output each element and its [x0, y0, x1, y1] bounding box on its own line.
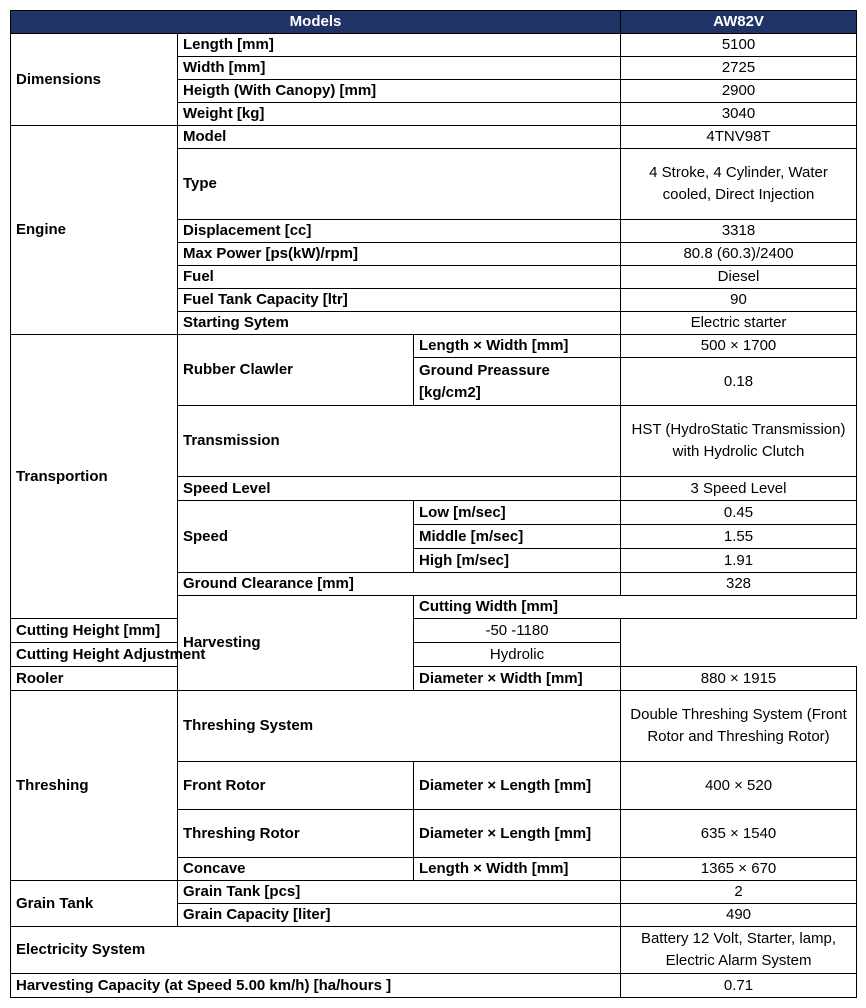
row-value: 400 × 520	[621, 762, 857, 810]
row-label: Harvesting Capacity (at Speed 5.00 km/h) [ha/hours ]	[11, 974, 621, 998]
header-row	[11, 11, 857, 34]
row-label: Weight [kg]	[178, 103, 621, 126]
row-value: 2	[621, 881, 857, 904]
row-label: Type	[178, 149, 621, 220]
table-row	[11, 927, 857, 974]
table-row	[11, 643, 857, 667]
table-row	[11, 619, 857, 643]
row-sublabel: Diameter × Length [mm]	[414, 762, 621, 810]
row-value: 3318	[621, 220, 857, 243]
row-value: 4TNV98T	[621, 126, 857, 149]
row-value: 0.71	[621, 974, 857, 998]
table-row	[11, 881, 857, 904]
row-label: Ground Clearance [mm]	[178, 573, 621, 596]
row-label: Heigth (With Canopy) [mm]	[178, 80, 621, 103]
row-label: Max Power [ps(kW)/rpm]	[178, 243, 621, 266]
row-label: Fuel	[178, 266, 621, 289]
row-label: Speed Level	[178, 477, 621, 501]
row-label: Transmission	[178, 406, 621, 477]
header-models: Models	[11, 11, 621, 34]
row-label: Length [mm]	[178, 34, 621, 57]
group-dimensions: Dimensions	[11, 34, 178, 126]
table-row	[11, 667, 857, 691]
row-label: Electricity System	[11, 927, 621, 974]
row-label: Cutting Width [mm]	[414, 596, 857, 619]
row-label: Front Rotor	[178, 762, 414, 810]
row-label: Grain Tank [pcs]	[178, 881, 621, 904]
row-value: 500 × 1700	[621, 335, 857, 358]
row-value: 4 Stroke, 4 Cylinder, Water cooled, Direct Injection	[621, 149, 857, 220]
row-value: Electric starter	[621, 312, 857, 335]
row-sublabel: Low [m/sec]	[414, 501, 621, 525]
row-value: 880 × 1915	[621, 667, 857, 691]
row-sublabel: Ground Preassure [kg/cm2]	[414, 358, 621, 406]
row-label: Cutting Height Adjustment	[11, 643, 414, 667]
group-transportion: Transportion	[11, 335, 178, 619]
table-row	[11, 34, 857, 57]
row-sublabel: Length × Width [mm]	[414, 335, 621, 358]
row-value: 328	[621, 573, 857, 596]
row-label: Grain Capacity [liter]	[178, 904, 621, 927]
row-value: 0.45	[621, 501, 857, 525]
row-label: Rubber Clawler	[178, 335, 414, 406]
row-value: Diesel	[621, 266, 857, 289]
row-value: Battery 12 Volt, Starter, lamp, Electric Alarm System	[621, 927, 857, 974]
group-engine: Engine	[11, 126, 178, 335]
header-model-name: AW82V	[621, 11, 857, 34]
table-row	[11, 126, 857, 149]
row-value: 1365 × 670	[621, 858, 857, 881]
row-label: Model	[178, 126, 621, 149]
row-value: HST (HydroStatic Transmission) with Hydrolic Clutch	[621, 406, 857, 477]
table-row	[11, 335, 857, 358]
row-value: 5100	[621, 34, 857, 57]
row-sublabel: High [m/sec]	[414, 549, 621, 573]
row-value: 1.91	[621, 549, 857, 573]
row-value: 3 Speed Level	[621, 477, 857, 501]
row-value: -50 -1180	[414, 619, 621, 643]
row-label: Threshing Rotor	[178, 810, 414, 858]
row-value: 1.55	[621, 525, 857, 549]
row-sublabel: Length × Width [mm]	[414, 858, 621, 881]
row-value: 3040	[621, 103, 857, 126]
row-label: Width [mm]	[178, 57, 621, 80]
row-label: Fuel Tank Capacity [ltr]	[178, 289, 621, 312]
row-label: Rooler	[11, 667, 178, 691]
row-value: 2725	[621, 57, 857, 80]
table-row	[11, 974, 857, 998]
spec-table	[10, 10, 857, 998]
row-value: 490	[621, 904, 857, 927]
group-harvesting: Harvesting	[178, 596, 414, 691]
row-label: Cutting Height [mm]	[11, 619, 414, 643]
row-sublabel: Diameter × Width [mm]	[414, 667, 621, 691]
table-row	[11, 691, 857, 762]
row-sublabel: Middle [m/sec]	[414, 525, 621, 549]
row-label: Displacement [cc]	[178, 220, 621, 243]
row-label: Speed	[178, 501, 414, 573]
row-value: 2900	[621, 80, 857, 103]
row-value: 80.8 (60.3)/2400	[621, 243, 857, 266]
group-threshing: Threshing	[11, 691, 178, 881]
row-label: Threshing System	[178, 691, 621, 762]
row-value: Double Threshing System (Front Rotor and Threshing Rotor)	[621, 691, 857, 762]
row-sublabel: Diameter × Length [mm]	[414, 810, 621, 858]
row-label: Concave	[178, 858, 414, 881]
row-value: 90	[621, 289, 857, 312]
group-grain-tank: Grain Tank	[11, 881, 178, 927]
row-value: Hydrolic	[414, 643, 621, 667]
row-value: 0.18	[621, 358, 857, 406]
row-label: Starting Sytem	[178, 312, 621, 335]
row-value: 635 × 1540	[621, 810, 857, 858]
